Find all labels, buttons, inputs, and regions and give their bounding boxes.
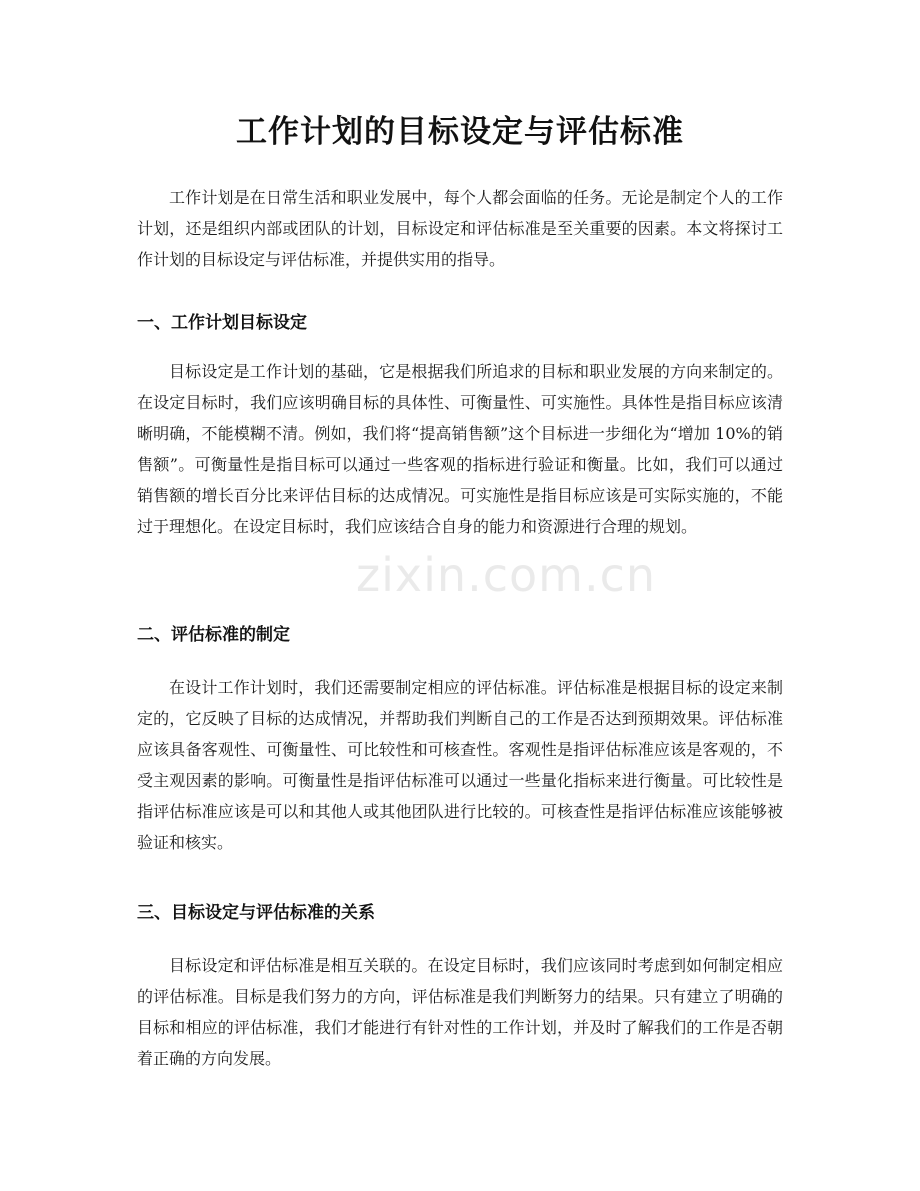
section-heading-1: 一、工作计划目标设定 <box>137 313 307 333</box>
section-body-1: 目标设定是工作计划的基础，它是根据我们所追求的目标和职业发展的方向来制定的。在设定目标时，我们应该明确目标的具体性、可衡量性、可实施性。具体性是指目标应该清晰明确，不能模糊不清。例如，我们将“提高销售额”这个目标进一步细化为“增加 10%的销售额”。可衡量性是指目标可以通过一些客观的指标进行验证和衡量。比如，我们可以通过销售额的增长百分比来评估目标的达成情况。可实施性是指目标应该是可实际实施的，不能过于理想化。在设定目标时，我们应该结合自身的能力和资源进行合理的规划。 <box>137 362 783 536</box>
document-title: 工作计划的目标设定与评估标准 <box>236 114 684 150</box>
watermark: zixin.com.cn <box>356 548 657 602</box>
section-heading-3: 三、目标设定与评估标准的关系 <box>137 903 375 923</box>
section-body-2: 在设计工作计划时，我们还需要制定相应的评估标准。评估标准是根据目标的设定来制定的，它反映了目标的达成情况，并帮助我们判断自己的工作是否达到预期效果。评估标准应该具备客观性、可衡量性、可比较性和可核查性。客观性是指评估标准应该是客观的，不受主观因素的影响。可衡量性是指评估标准可以通过一些量化指标来进行衡量。可比较性是指评估标准应该是可以和其他人或其他团队进行比较的。可核查性是指评估标准应该能够被验证和核实。 <box>137 678 783 852</box>
intro-paragraph: 工作计划是在日常生活和职业发展中，每个人都会面临的任务。无论是制定个人的工作计划，还是组织内部或团队的计划，目标设定和评估标准是至关重要的因素。本文将探讨工作计划的目标设定与评估标准，并提供实用的指导。 <box>137 188 783 269</box>
section-body-3: 目标设定和评估标准是相互关联的。在设定目标时，我们应该同时考虑到如何制定相应的评估标准。目标是我们努力的方向，评估标准是我们判断努力的结果。只有建立了明确的目标和相应的评估标准，我们才能进行有针对性的工作计划，并及时了解我们的工作是否朝着正确的方向发展。 <box>137 956 783 1068</box>
section-heading-2: 二、评估标准的制定 <box>137 625 290 645</box>
